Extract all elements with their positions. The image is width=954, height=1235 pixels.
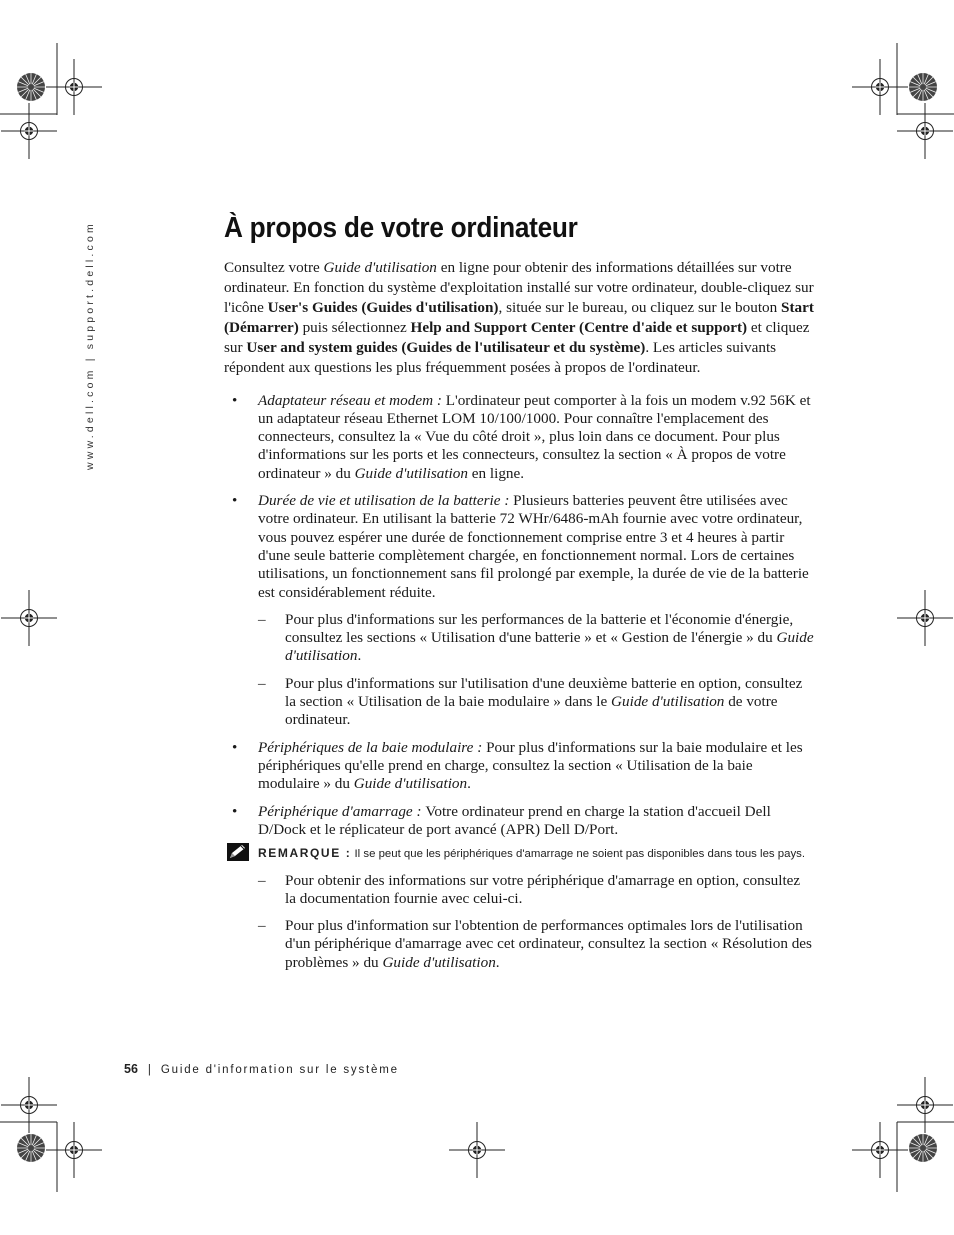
sub-item-text [285, 675, 802, 729]
page-title: À propos de votre ordinateur [224, 212, 578, 244]
text-run: Pour plus d'information sur l'obtention de performances optimales lors de l'utilisation d'un périphérique d'amarrage avec cet ordinateur, consultez la section « Résolution des problèmes » du [285, 917, 812, 971]
note-sub-list [224, 872, 814, 972]
sub-item [258, 871, 814, 909]
text-run: Pour obtenir des informations sur votre périphérique d'amarrage en option, consultez la documentation fournie avec celui-ci. [285, 871, 801, 907]
crosshair-registration-icon [897, 1077, 953, 1133]
main-content [224, 258, 814, 981]
crosshair-registration-icon [852, 59, 908, 115]
text-run: . [467, 775, 471, 793]
pencil-note-icon [227, 843, 249, 868]
dash-marker: – [258, 610, 266, 628]
sub-item [258, 917, 814, 972]
text-run: Start (Démarrer) [224, 299, 814, 337]
dash-marker: – [258, 871, 266, 889]
text-run: User's Guides (Guides d'utilisation) [267, 299, 499, 317]
bullet-text [258, 803, 771, 838]
page-footer [124, 1062, 399, 1076]
text-run: . [495, 953, 500, 971]
crosshair-registration-icon [897, 103, 953, 159]
text-run: , située sur le bureau, ou cliquez sur le bouton [498, 299, 782, 317]
bullet-text [258, 739, 803, 793]
text-run: puis sélectionnez [298, 319, 411, 337]
text-run: en ligne. [467, 464, 525, 482]
text-run: en ligne pour obtenir des informations détaillées sur votre ordinateur. En fonction du système d'exploitation installé sur votre ordinateur, double-cliquez sur l'icône [224, 259, 814, 317]
crosshair-registration-icon [897, 590, 953, 646]
starburst-registration-icon [909, 73, 937, 101]
crosshair-registration-icon [1, 103, 57, 159]
text-run: de votre ordinateur. [285, 693, 778, 729]
sub-item-text [285, 917, 812, 971]
note-text: Il se peut que les périphériques d'amarrage ne soient pas disponibles dans tous les pays. [351, 848, 805, 861]
starburst-registration-icon [909, 1134, 937, 1162]
footer-title: Guide d'information sur le système [160, 1064, 399, 1076]
bullet-item [224, 739, 814, 794]
sidebar-url: www.dell.com | support.dell.com [84, 221, 96, 470]
text-run: Pour plus d'informations sur les performances de la batterie et l'économie d'énergie, consultez les sections « Utilisation d'une batterie » et « Gestion de l'énergie » du [285, 610, 794, 647]
bullet-text [258, 392, 811, 482]
crosshair-registration-icon [46, 59, 102, 115]
text-run: Durée de vie et utilisation de la batterie : [258, 492, 514, 510]
bullet-marker: • [232, 391, 238, 409]
dash-marker: – [258, 917, 266, 935]
text-run: . [357, 647, 362, 665]
footer-separator: | [147, 1064, 151, 1076]
text-run: Pour plus d'informations sur l'utilisation d'une deuxième batterie en option, consultez la section « Utilisation de la baie modulaire » dans le [285, 674, 803, 711]
text-run: Guide d'utilisation [323, 259, 437, 276]
crosshair-registration-icon [1, 1077, 57, 1133]
crosshair-registration-icon [1, 590, 57, 646]
sub-item [258, 611, 814, 666]
sub-item [258, 675, 814, 730]
bullet-item [224, 492, 814, 730]
text-run: User and system guides (Guides de l'utilisateur et du système) [246, 339, 646, 357]
page-number: 56 [124, 1062, 138, 1076]
note-box [224, 845, 814, 864]
bullet-text [258, 492, 809, 600]
crosshair-registration-icon [449, 1122, 505, 1178]
text-run: . Les articles suivants répondent aux questions les plus fréquemment posées à propos de l'ordinateur. [224, 339, 777, 377]
bullet-marker: • [232, 738, 238, 756]
text-run: Guide d'utilisation [382, 953, 496, 971]
sub-list [258, 611, 814, 730]
text-run: Votre ordinateur prend en charge la station d'accueil Dell D/Dock et le réplicateur de port avancé (APR) Dell D/Port. [258, 802, 771, 838]
text-run: Guide d'utilisation [354, 464, 468, 482]
text-run: L'ordinateur peut comporter à la fois un modem v.92 56K et un adaptateur réseau Ethernet LOM 10/100/1000. Pour connaître l'emplacement des connecteurs, consultez la « Vue du côté droit », plus loin dans ce document. Pour plus d'informations sur les ports et les connecteurs, consultez la section « À propos de votre ordinateur » du [258, 391, 811, 482]
text-run: Guide d'utilisation [611, 693, 725, 711]
bullet-list [224, 392, 814, 840]
intro-paragraph [224, 258, 814, 379]
starburst-registration-icon [17, 73, 45, 101]
text-run: Adaptateur réseau et modem : [258, 391, 446, 409]
starburst-registration-icon [17, 1134, 45, 1162]
bullet-item [224, 392, 814, 483]
crosshair-registration-icon [852, 1122, 908, 1178]
text-run: et cliquez sur [224, 319, 810, 357]
text-run: Périphérique d'amarrage : [258, 802, 426, 820]
dash-marker: – [258, 674, 266, 692]
text-run: Help and Support Center (Centre d'aide et support) [410, 319, 748, 337]
text-run: Guide d'utilisation [285, 629, 814, 665]
sub-item-text [285, 872, 800, 907]
sub-item-text [285, 611, 814, 665]
text-run: Pour plus d'informations sur la baie modulaire et les périphériques qu'elle prend en charge, consultez la section « Utilisation de la baie modulaire » du [258, 738, 803, 793]
bullet-marker: • [232, 802, 238, 820]
crosshair-registration-icon [46, 1122, 102, 1178]
text-run: Consultez votre [224, 259, 324, 276]
bullet-item [224, 803, 814, 840]
bullet-marker: • [232, 492, 238, 510]
text-run: Guide d'utilisation [353, 775, 468, 793]
text-run: Périphériques de la baie modulaire : [258, 738, 487, 756]
text-run: Plusieurs batteries peuvent être utilisées avec votre ordinateur. En utilisant la batterie 72 WHr/6486-mAh fournie avec votre ordinateur, vous pouvez espérer une durée de fonctionnement comprise entre 3 et 4 heures à partir d'une seule batterie complètement chargée, en fonctionnement normal. Lors de certaines utilisations, un fonctionnement sans fil prolongé par exemple, la durée de vie de la batterie est considérablement réduite. [258, 492, 809, 601]
note-label: REMARQUE : [258, 846, 352, 861]
